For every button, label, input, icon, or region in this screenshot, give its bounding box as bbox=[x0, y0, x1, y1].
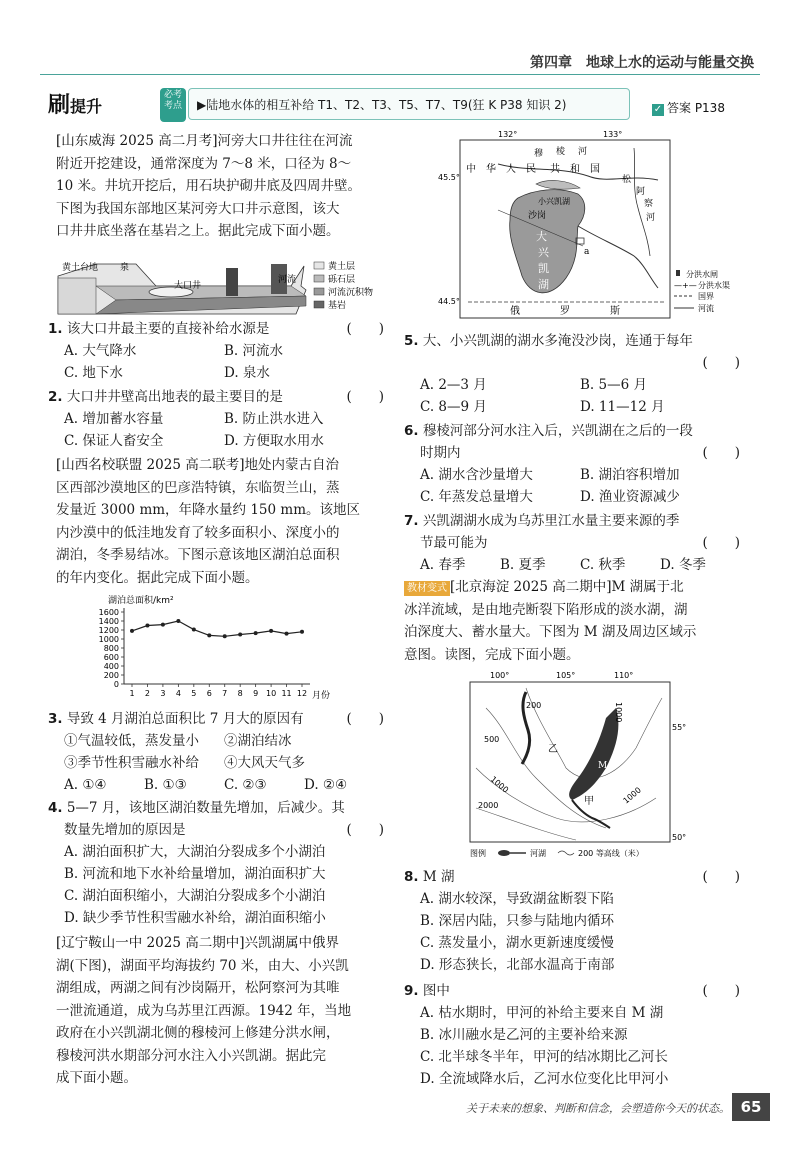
data-point bbox=[269, 629, 273, 633]
legend-label: 分洪水闸 bbox=[686, 270, 718, 279]
source-tag: [山西名校联盟 2025 高二联考] bbox=[56, 457, 245, 473]
map-label: 中 bbox=[466, 164, 476, 175]
legend-gravel: 砾石层 bbox=[328, 275, 356, 285]
x-tick-label: 1 bbox=[129, 689, 135, 698]
intro-line: 区西部沙漠地区的巴彦浩特镇，东临贺兰山，蒸 bbox=[56, 479, 340, 496]
y-tick-label: 1400 bbox=[98, 617, 119, 626]
intro-1 bbox=[56, 130, 386, 243]
header-rule bbox=[40, 74, 760, 75]
legend-sediment: 河流沉积物 bbox=[328, 288, 374, 298]
q-stem: M 湖 bbox=[422, 869, 455, 885]
q-stem-cont: 时期内 bbox=[420, 445, 461, 461]
option-b[interactable]: B. 湖泊容积增加 bbox=[580, 467, 680, 483]
map-label: 和 bbox=[570, 164, 580, 175]
lake-area-chart bbox=[88, 592, 348, 704]
y-tick-label: 800 bbox=[103, 644, 119, 653]
option-b[interactable]: B. ①③ bbox=[144, 777, 187, 793]
legend-label: 分洪水渠 bbox=[698, 281, 730, 290]
option-c[interactable]: C. 年蒸发总量增大 bbox=[420, 489, 533, 505]
map-label: 华 bbox=[486, 164, 496, 175]
loess-layer bbox=[58, 278, 96, 314]
chart-ylabel: 湖泊总面积/km² bbox=[108, 596, 174, 606]
contour-label: 1000 bbox=[614, 702, 623, 723]
intro-line: 附近开挖建设，通常深度为 7～8 米，口径为 8～ bbox=[56, 155, 352, 172]
answer-paren[interactable]: ( ) bbox=[702, 355, 740, 371]
option-b[interactable]: B. 河流和地下水补给量增加，湖泊面积扩大 bbox=[64, 866, 326, 882]
intro-line: 一泄流通道，成为乌苏里江西源。1942 年，当地 bbox=[56, 1002, 352, 1019]
intro-line: M 湖属于北 bbox=[611, 579, 684, 595]
q-number: 4. bbox=[48, 800, 63, 816]
map-label: 湖 bbox=[538, 278, 549, 291]
intro-line: 湖(下图)，湖面平均海拔约 70 米，由大、小兴凯 bbox=[56, 957, 349, 974]
legend-bedrock: 基岩 bbox=[328, 301, 347, 311]
option-d[interactable]: D. 缺少季节性积雪融水补给，湖泊面积缩小 bbox=[64, 910, 326, 926]
data-point bbox=[192, 628, 196, 632]
data-point bbox=[130, 629, 134, 633]
map-label: 俄 bbox=[510, 306, 520, 317]
option-c[interactable]: C. 地下水 bbox=[64, 365, 123, 381]
option-c[interactable]: C. 保证人畜安全 bbox=[64, 433, 164, 449]
footer-motto: 关于未来的想象、判断和信念，会塑造你今天的状态。 bbox=[466, 1102, 730, 1115]
lat-label: 50° bbox=[672, 833, 687, 842]
q-stem: 5—7 月，该地区湖泊数量先增加，后减少。其 bbox=[66, 800, 345, 816]
contour-label: 500 bbox=[484, 735, 500, 744]
river-bank bbox=[226, 268, 238, 296]
legend-swatch bbox=[314, 262, 324, 269]
intro-line: 穆棱河洪水期部分河水注入小兴凯湖。据此完 bbox=[56, 1047, 326, 1064]
q-number: 7. bbox=[404, 513, 419, 529]
q-number: 3. bbox=[48, 711, 63, 727]
option-b[interactable]: B. 深居内陆，只参与陆地内循环 bbox=[420, 913, 615, 929]
data-point bbox=[300, 630, 304, 634]
y-tick-label: 200 bbox=[103, 671, 119, 680]
map-label: 松 bbox=[622, 175, 632, 185]
question-2 bbox=[48, 386, 384, 452]
intro-line: 湖泊，冬季易结冰。下图示意该地区湖泊总面积 bbox=[56, 547, 340, 563]
map-label: 棱 bbox=[556, 147, 566, 157]
legend-swatch bbox=[314, 301, 324, 308]
label-well: 大口井 bbox=[174, 281, 202, 291]
contour-label: 1000 bbox=[621, 785, 643, 806]
legend-title: 图例 bbox=[470, 849, 486, 858]
option-a[interactable]: A. 增加蓄水容量 bbox=[64, 411, 164, 427]
well-figure bbox=[56, 256, 386, 316]
contour-label: 200 bbox=[526, 701, 542, 710]
map-label: 河 bbox=[646, 213, 656, 223]
option-a[interactable]: A. 湖水较深，导致湖盆断裂下陷 bbox=[420, 891, 614, 907]
answer-ref bbox=[652, 99, 725, 116]
data-point bbox=[254, 631, 258, 635]
option-a[interactable]: A. ①④ bbox=[64, 777, 107, 793]
label-m: M bbox=[598, 761, 608, 771]
data-point bbox=[207, 633, 211, 637]
legend-swatch bbox=[314, 275, 324, 282]
data-point bbox=[161, 623, 165, 627]
question-8 bbox=[404, 866, 740, 976]
intro-line: 发量近 3000 mm，年降水量约 150 mm。该地区 bbox=[56, 502, 360, 518]
intro-line: 泊深度大、蓄水量大。下图为 M 湖及周边区域示 bbox=[404, 624, 697, 640]
contour-label: 1000 bbox=[488, 774, 511, 795]
q-number: 8. bbox=[404, 869, 419, 885]
x-tick-label: 2 bbox=[144, 689, 151, 698]
lat-label: 44.5° bbox=[438, 297, 460, 306]
q-number: 6. bbox=[404, 423, 419, 439]
answer-paren[interactable]: ( ) bbox=[346, 711, 384, 727]
option-c[interactable]: C. 蒸发量小，湖水更新速度缓慢 bbox=[420, 935, 614, 951]
label-loess-terrace: 黄土台地 bbox=[62, 263, 99, 273]
option-c[interactable]: C. 湖泊面积缩小，大湖泊分裂成多个小湖泊 bbox=[64, 888, 326, 904]
label-river: 河流 bbox=[278, 275, 297, 285]
lat-label: 55° bbox=[672, 723, 687, 732]
y-tick-label: 1600 bbox=[98, 608, 119, 617]
intro-line: 10 米。井坑开挖后，用石块护砌井底及四周井壁。 bbox=[56, 178, 361, 194]
q-stem: 大、小兴凯湖的湖水多淹没沙岗，连通于每年 bbox=[422, 333, 693, 349]
option-d[interactable]: D. 泉水 bbox=[224, 365, 270, 381]
data-point bbox=[176, 619, 180, 623]
question-9 bbox=[404, 980, 740, 1090]
q-stem-cont: 数量先增加的原因是 bbox=[64, 822, 186, 838]
option-a[interactable]: A. 湖泊面积扩大，大湖泊分裂成多个小湖泊 bbox=[64, 844, 326, 860]
map-label: 民 bbox=[526, 164, 536, 175]
statement-1: ①气温较低，蒸发量小 bbox=[64, 733, 199, 749]
intro-line: 内沙漠中的低洼地发育了较多面积小、深度小的 bbox=[56, 524, 340, 541]
statement-4: ④大风天气多 bbox=[224, 755, 305, 771]
option-a[interactable]: A. 湖水含沙量增大 bbox=[420, 467, 533, 483]
q-stem: 图中 bbox=[422, 983, 450, 999]
q-stem: 该大口井最主要的直接补给水源是 bbox=[66, 321, 270, 337]
chart-xlabel: 月份 bbox=[312, 691, 331, 701]
option-a[interactable]: A. 2—3 月 bbox=[420, 377, 487, 393]
statement-3: ③季节性积雪融水补给 bbox=[64, 755, 199, 771]
label-yi: 乙 bbox=[548, 744, 558, 755]
legend-canal-icon: —+— bbox=[674, 281, 697, 290]
x-tick-label: 9 bbox=[253, 689, 259, 698]
intro-line: 成下面小题。 bbox=[56, 1070, 137, 1086]
label-spring: 泉 bbox=[120, 263, 130, 273]
q-stem: 导致 4 月湖泊总面积比 7 月大的原因有 bbox=[66, 711, 304, 727]
map-frame bbox=[470, 682, 670, 842]
x-tick-label: 11 bbox=[281, 689, 292, 698]
map-label: 大 bbox=[536, 230, 547, 243]
option-d[interactable]: D. 方便取水用水 bbox=[224, 433, 324, 449]
answer-label: 答案 P138 bbox=[667, 101, 725, 115]
option-d[interactable]: D. 11—12 月 bbox=[580, 399, 665, 415]
data-point bbox=[145, 624, 149, 628]
source-tag: [山东威海 2025 高二月考] bbox=[56, 133, 218, 149]
answer-paren[interactable]: ( ) bbox=[346, 321, 384, 337]
y-tick-label: 1200 bbox=[98, 626, 119, 635]
data-point bbox=[285, 632, 289, 636]
intro-line: 湖组成，两湖之间有沙岗隔开，松阿察河为其唯 bbox=[56, 980, 340, 996]
brand-logo bbox=[48, 88, 102, 119]
option-d[interactable]: D. 形态狭长，北部水温高于南部 bbox=[420, 957, 615, 973]
q-stem: 兴凯湖湖水成为乌苏里江水量主要来源的季 bbox=[422, 513, 680, 529]
map-label: 察 bbox=[644, 199, 654, 209]
x-tick-label: 12 bbox=[296, 689, 308, 698]
q-stem: 大口井井壁高出地表的最主要目的是 bbox=[66, 389, 283, 405]
map-label: 小兴凯湖 bbox=[538, 197, 570, 206]
intro-line: 政府在小兴凯湖北侧的穆棱河上修建分洪水闸， bbox=[56, 1025, 340, 1041]
answer-paren[interactable]: ( ) bbox=[702, 535, 740, 551]
answer-paren[interactable]: ( ) bbox=[346, 389, 384, 405]
option-a[interactable]: A. 枯水期时，甲河的补给主要来自 M 湖 bbox=[420, 1005, 664, 1021]
legend-label: 200 等高线（米） bbox=[578, 849, 644, 858]
question-6 bbox=[404, 420, 740, 508]
series-line bbox=[132, 621, 302, 636]
option-d[interactable]: D. ②④ bbox=[304, 777, 348, 793]
q-number: 2. bbox=[48, 389, 63, 405]
x-tick-label: 6 bbox=[206, 689, 212, 698]
map-label: 罗 bbox=[560, 306, 570, 317]
legend-loess: 黄土层 bbox=[328, 262, 356, 272]
intro-line: 兴凯湖属中俄界 bbox=[244, 935, 339, 951]
lon-label: 105° bbox=[556, 671, 576, 680]
map-label: 沙岗 bbox=[528, 211, 547, 221]
option-c[interactable]: C. ②③ bbox=[224, 777, 267, 793]
legend-swatch bbox=[314, 288, 324, 295]
option-c[interactable]: C. 北半球冬半年，甲河的结冰期比乙河长 bbox=[420, 1049, 668, 1065]
option-d[interactable]: D. 渔业资源减少 bbox=[580, 489, 680, 505]
intro-2 bbox=[56, 454, 386, 589]
map-label: 斯 bbox=[610, 306, 620, 317]
map-label: 穆 bbox=[534, 149, 544, 159]
lon-label: 110° bbox=[614, 671, 634, 680]
question-5 bbox=[404, 330, 740, 418]
answer-paren[interactable]: ( ) bbox=[346, 822, 384, 838]
q-stem: 穆棱河部分河水注入后，兴凯湖在之后的一段 bbox=[422, 423, 693, 439]
intro-line: 河旁大口井往往在河流 bbox=[217, 133, 353, 149]
brand-main: 刷 bbox=[48, 93, 71, 118]
legend-label: 国界 bbox=[698, 292, 714, 301]
intro-line: 下图为我国东部地区某河旁大口井示意图，该大 bbox=[56, 200, 340, 217]
source-tag: [辽宁鞍山一中 2025 高二期中] bbox=[56, 935, 245, 951]
option-b[interactable]: B. 河流水 bbox=[224, 343, 284, 359]
map-label: a bbox=[584, 247, 590, 257]
option-a[interactable]: A. 春季 bbox=[420, 557, 466, 573]
question-1 bbox=[48, 318, 384, 384]
option-a[interactable]: A. 大气降水 bbox=[64, 343, 137, 359]
q-number: 9. bbox=[404, 983, 419, 999]
xingkai-lake-map bbox=[438, 128, 738, 324]
page-number: 65 bbox=[732, 1093, 770, 1121]
answer-paren[interactable]: ( ) bbox=[702, 869, 740, 885]
option-d[interactable]: D. 冬季 bbox=[660, 557, 706, 573]
label-jia: 甲 bbox=[584, 796, 594, 807]
q-number: 1. bbox=[48, 321, 63, 337]
legend-label: 河流 bbox=[698, 304, 714, 313]
question-3 bbox=[48, 708, 384, 796]
option-b[interactable]: B. 防止洪水进入 bbox=[224, 411, 324, 427]
source-tag: [北京海淀 2025 高二期中] bbox=[450, 579, 612, 595]
q-number: 5. bbox=[404, 333, 419, 349]
legend-contour-icon bbox=[558, 851, 574, 855]
intro-line: 冰洋流域，是由地壳断裂下陷形成的淡水湖，湖 bbox=[404, 601, 688, 618]
map-label: 国 bbox=[590, 164, 600, 175]
answer-paren[interactable]: ( ) bbox=[702, 983, 740, 999]
map-label: 河 bbox=[578, 147, 588, 157]
lon-label: 132° bbox=[498, 130, 518, 139]
option-c[interactable]: C. 秋季 bbox=[580, 557, 626, 573]
map-label: 凯 bbox=[538, 262, 549, 275]
map-label: 人 bbox=[506, 164, 516, 175]
intro-4 bbox=[404, 576, 744, 666]
x-tick-label: 7 bbox=[222, 689, 228, 698]
data-point bbox=[238, 633, 242, 637]
data-point bbox=[223, 634, 227, 638]
map-label: 兴 bbox=[538, 246, 549, 259]
intro-3 bbox=[56, 932, 386, 1090]
y-tick-label: 1000 bbox=[98, 635, 119, 644]
option-d[interactable]: D. 全流域降水后，乙河水位变化比甲河小 bbox=[420, 1071, 669, 1087]
x-tick-label: 5 bbox=[191, 689, 197, 698]
lon-label: 133° bbox=[603, 130, 623, 139]
question-7 bbox=[404, 510, 740, 576]
intro-line: 意图。读图，完成下面小题。 bbox=[404, 646, 580, 663]
answer-paren[interactable]: ( ) bbox=[702, 445, 740, 461]
map-label: 阿 bbox=[636, 187, 646, 197]
topic-box: ▶陆地水体的相互补给 T1、T2、T3、T5、T7、T9(狂 K P38 知识 2) bbox=[188, 88, 630, 120]
contour-label: 2000 bbox=[478, 801, 499, 810]
textbook-variant-badge: 教材变式 bbox=[404, 581, 450, 596]
must-test-badge: 必考考点 bbox=[160, 88, 186, 122]
x-tick-label: 10 bbox=[265, 689, 277, 698]
option-b[interactable]: B. 冰川融水是乙河的主要补给来源 bbox=[420, 1027, 628, 1043]
q-stem-cont: 节最可能为 bbox=[420, 535, 488, 551]
x-tick-label: 3 bbox=[160, 689, 166, 698]
legend-lake-icon bbox=[498, 850, 510, 856]
option-c[interactable]: C. 8—9 月 bbox=[420, 399, 487, 415]
intro-line: 的年内变化。据此完成下面小题。 bbox=[56, 569, 259, 586]
statement-2: ②湖泊结冰 bbox=[224, 733, 292, 749]
legend-label: 河湖 bbox=[530, 849, 546, 858]
option-b[interactable]: B. 5—6 月 bbox=[580, 377, 647, 393]
check-icon: ✓ bbox=[653, 104, 663, 115]
intro-line: 口井井底坐落在基岩之上。据此完成下面小题。 bbox=[56, 223, 340, 239]
brand-sub: 提升 bbox=[70, 97, 103, 116]
legend-gate-icon bbox=[676, 270, 680, 276]
map-label: 共 bbox=[550, 164, 560, 175]
lon-label: 100° bbox=[490, 671, 510, 680]
question-4 bbox=[48, 797, 384, 929]
x-tick-label: 8 bbox=[237, 689, 243, 698]
m-lake-map bbox=[466, 668, 702, 864]
y-tick-label: 400 bbox=[103, 662, 119, 671]
x-tick-label: 4 bbox=[175, 689, 181, 698]
chapter-title: 第四章 地球上水的运动与能量交换 bbox=[530, 55, 754, 71]
lat-label: 45.5° bbox=[438, 173, 460, 182]
y-tick-label: 0 bbox=[113, 680, 119, 689]
y-tick-label: 600 bbox=[103, 653, 119, 662]
intro-line: 地处内蒙古自治 bbox=[244, 457, 339, 473]
option-b[interactable]: B. 夏季 bbox=[500, 557, 546, 573]
